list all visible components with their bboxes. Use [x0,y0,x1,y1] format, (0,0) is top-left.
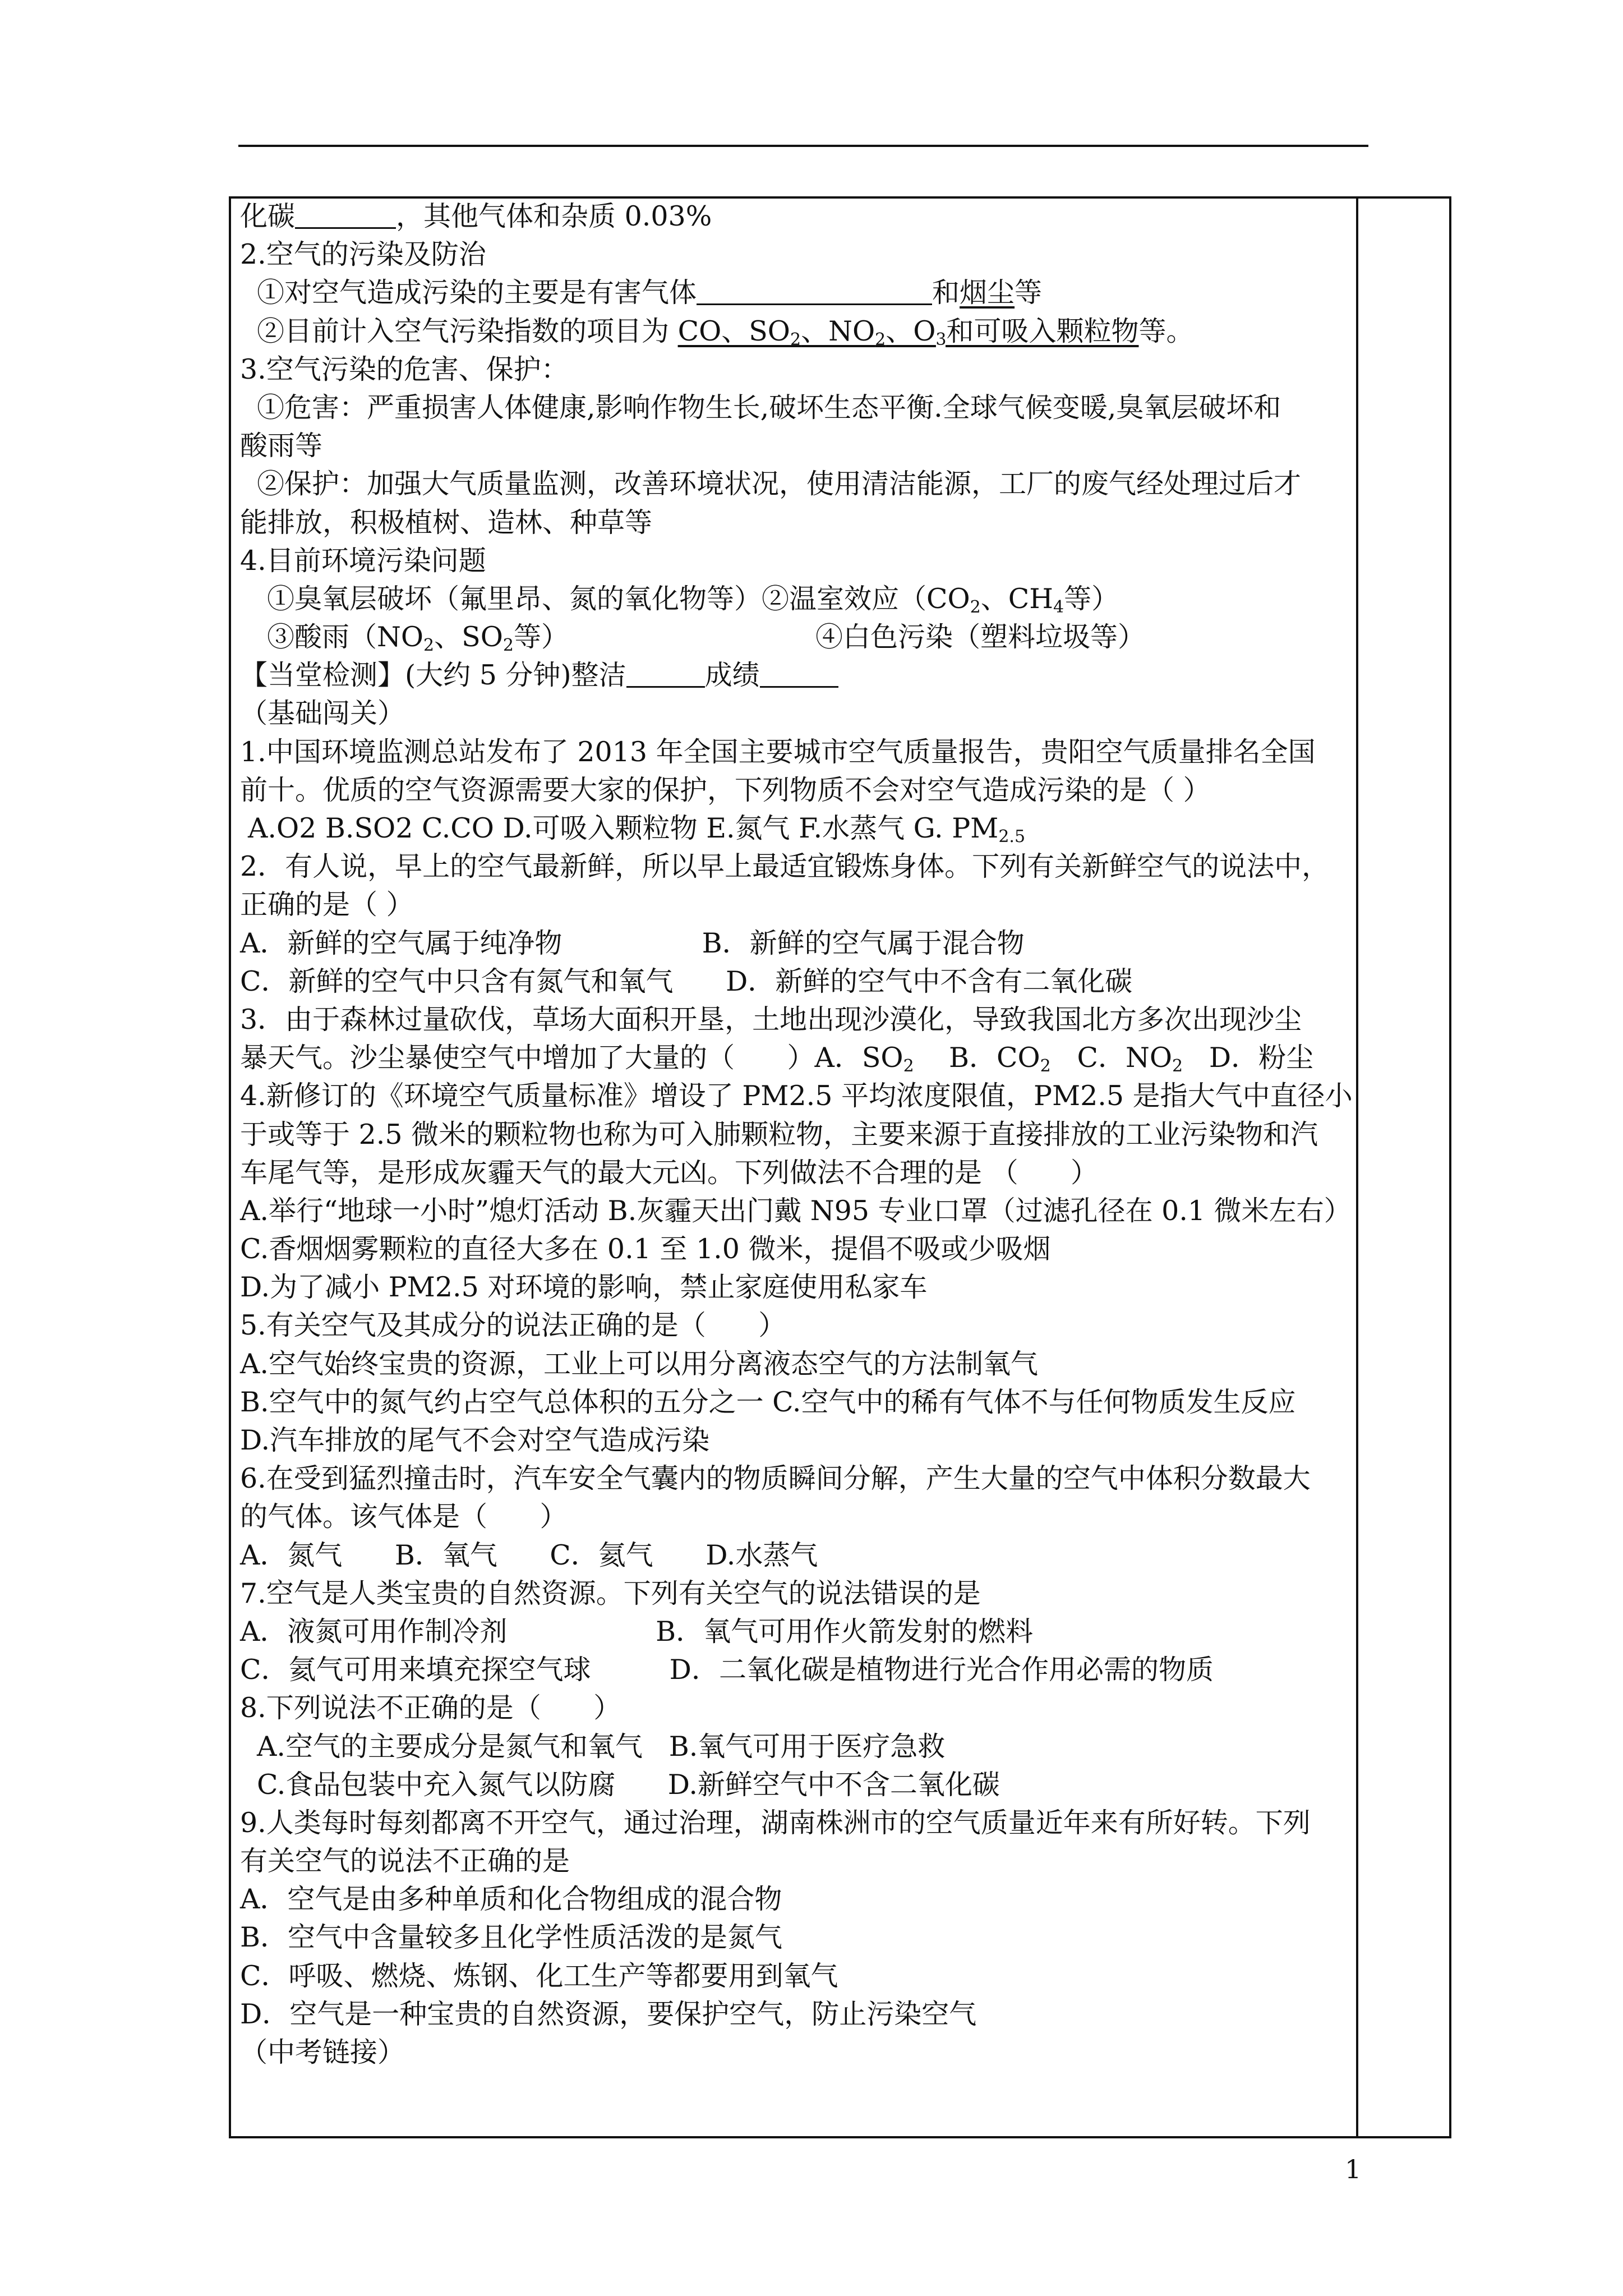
question-text: 3．由于森林过量砍伐，草场大面积开垦，土地出现沙漠化，导致我国北方多次出现沙尘 [240,1003,1302,1036]
section-heading: （中考链接） [240,2036,405,2068]
section-heading: 2.空气的污染及防治 [240,238,486,271]
answer-blank[interactable] [697,280,932,305]
worksheet-content [240,197,1353,2072]
answer-blank[interactable] [760,662,838,688]
text-line: 化碳 ，其他气体和杂质 0.03% [240,200,712,232]
question-text: 暴天气。沙尘暴使空气中增加了大量的（ ）A．$SO_2$ B．$CO_2$ C．$NO_2$ D．粉尘 [240,1042,1314,1076]
text-line: ③酸雨（$NO_2$、$SO_2$等） ④白色污染（塑料垃圾等） [267,621,1146,656]
question-options: A.空气的主要成分是氮气和氧气 B.氧气可用于医疗急救 [257,1730,946,1763]
question-options: A.O2 B.SO2 C.CO D.可吸入颗粒物 E.氮气 F.水蒸气 G. $PM_{2.5}$ [248,812,1026,846]
question-options: D.汽车排放的尾气不会对空气造成污染 [240,1424,710,1456]
question-options: D．空气是一种宝贵的自然资源，要保护空气，防止污染空气 [240,1998,977,2030]
text-line: ①对空气造成污染的主要是有害气体 和烟尘等 [257,277,1043,309]
question-options: B．空气中含量较多且化学性质活泼的是氮气 [240,1921,783,1954]
question-options: C．氦气可用来填充探空气球 D．二氧化碳是植物进行光合作用必需的物质 [240,1654,1214,1686]
text-line: ①危害：严重损害人体健康,影响作物生长,破坏生态平衡.全球气候变暖,臭氧层破坏和 [257,391,1281,424]
question-options: A．液氮可用作制冷剂 B．氧气可用作火箭发射的燃料 [240,1615,1034,1648]
question-options: C．呼吸、燃烧、炼钢、化工生产等都要用到氧气 [240,1959,838,1992]
question-text: 前十。优质的空气资源需要大家的保护，下列物质不会对空气造成污染的是（ ） [240,774,1211,806]
question-options: A．氮气 B．氧气 C．氦气 D.水蒸气 [240,1539,818,1571]
question-text: 于或等于 2.5 微米的颗粒物也称为可入肺颗粒物，主要来源于直接排放的工业污染物和汽 [240,1118,1318,1151]
question-options: A．空气是由多种单质和化合物组成的混合物 [240,1883,782,1916]
section-heading: 4.目前环境污染问题 [240,544,486,577]
text-line: 酸雨等 [240,430,323,462]
question-options: D.为了减小 PM2.5 对环境的影响，禁止家庭使用私家车 [240,1271,928,1304]
question-options: C.食品包装中充入氮气以防腐 D.新鲜空气中不含二氧化碳 [257,1768,1000,1801]
notes-column-divider [1356,196,1358,2138]
text-line: ②目前计入空气污染指数的项目为 CO、$SO_2$、$NO_2$、$O_3$和可吸入颗粒物等。 [257,315,1194,349]
answer-blank[interactable] [295,204,396,229]
question-options: C.香烟烟雾颗粒的直径大多在 0.1 至 1.0 微米，提倡不吸或少吸烟 [240,1233,1051,1266]
question-text: 6.在受到猛烈撞击时，汽车安全气囊内的物质瞬间分解，产生大量的空气中体积分数最大 [240,1462,1311,1495]
answer-blank[interactable] [626,662,705,688]
section-heading: 3.空气污染的危害、保护： [240,353,569,385]
question-text: 4.新修订的《环境空气质量标准》增设了 PM2.5 平均浓度限值，PM2.5 是指大气中直径小 [240,1080,1353,1112]
question-options: A.举行“地球一小时”熄灯活动 B.灰霾天出门戴 N95 专业口罩（过滤孔径在 0.1 微米左右） [240,1194,1352,1227]
text-line: ①臭氧层破坏（氟里昂、氮的氧化物等）②温室效应（$CO_2$、$CH_4$等） [267,582,1119,617]
header-rule [238,145,1368,147]
text-line: 能排放，积极植树、造林、种草等 [240,506,653,539]
question-text: 2．有人说，早上的空气最新鲜，所以早上最适宜锻炼身体。下列有关新鲜空气的说法中， [240,850,1330,883]
question-text: 5.有关空气及其成分的说法正确的是（ ） [240,1309,786,1342]
question-text: 1.中国环境监测总站发布了 2013 年全国主要城市空气质量报告，贵阳空气质量排名全国 [240,735,1316,768]
question-text: 正确的是（ ） [240,889,414,921]
question-text: 9.人类每时每刻都离不开空气，通过治理，湖南株洲市的空气质量近年来有所好转。下列 [240,1806,1311,1839]
question-options: C．新鲜的空气中只含有氮气和氧气 D．新鲜的空气中不含有二氧化碳 [240,965,1133,997]
text-line: 【当堂检测】(大约 5 分钟)整洁 成绩 [240,656,1353,694]
question-text: 8.下列说法不正确的是（ ） [240,1692,621,1724]
question-text: 7.空气是人类宝贵的自然资源。下列有关空气的说法错误的是 [240,1577,981,1609]
question-options: A．新鲜的空气属于纯净物 B．新鲜的空气属于混合物 [240,927,1025,959]
question-text: 有关空气的说法不正确的是 [240,1845,570,1878]
question-options: B.空气中的氮气约占空气总体积的五分之一 C.空气中的稀有气体不与任何物质发生反应 [240,1386,1296,1418]
question-text: 车尾气等，是形成灰霾天气的最大元凶。下列做法不合理的是 （ ） [240,1156,1099,1189]
section-heading: （基础闯关） [240,697,405,730]
text-line: ②保护：加强大气质量监测，改善环境状况，使用清洁能源，工厂的废气经处理过后才 [257,468,1302,500]
page-number: 1 [1345,2154,1362,2184]
question-text: 的气体。该气体是（ ） [240,1501,568,1533]
question-options: A.空气始终宝贵的资源，工业上可以用分离液态空气的方法制氧气 [240,1347,1038,1380]
